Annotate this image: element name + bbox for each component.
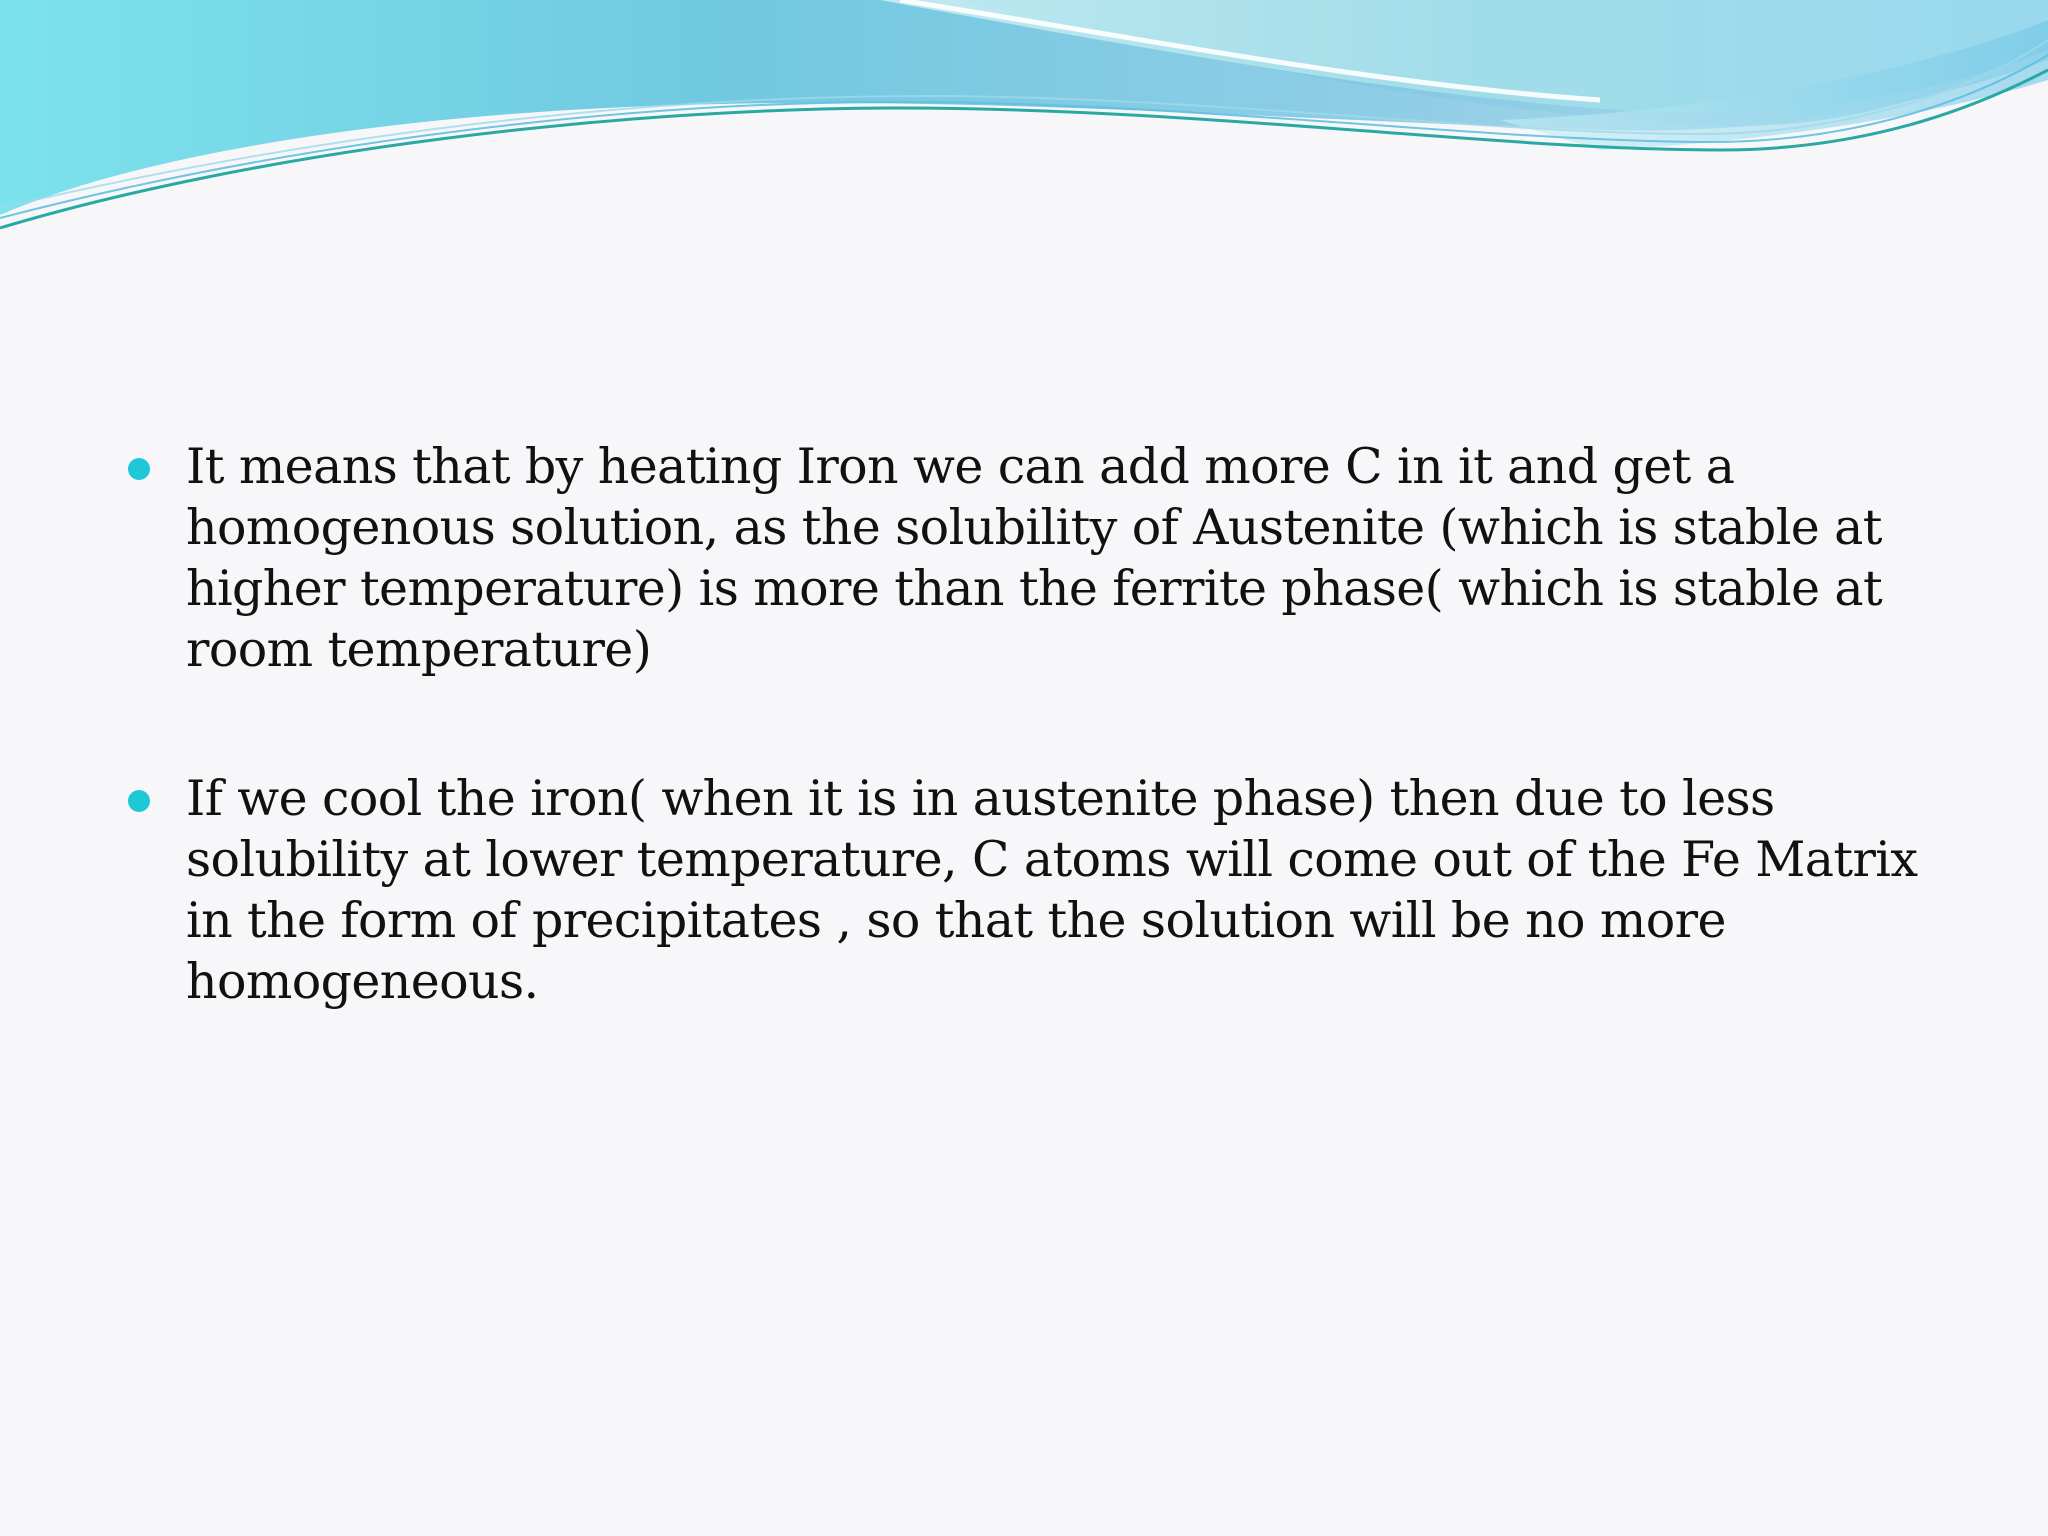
bullet-list xyxy=(120,436,1920,1012)
bullet-item-2 xyxy=(120,768,1920,1012)
slide-content xyxy=(120,436,1920,1100)
bullet-dot-icon xyxy=(128,458,150,480)
bullet-text-1: It means that by heating Iron we can add more C in it and get a homogenous solution, as the solubility of Austenite (which is stable at higher temperature) is more than the ferrite phase( which is stable at room temperature) xyxy=(186,438,1883,678)
header-wave-decoration xyxy=(0,0,2048,260)
bullet-dot-icon xyxy=(128,790,150,812)
bullet-text-2: If we cool the iron( when it is in austenite phase) then due to less solubility at lower temperature, C atoms will come out of the Fe Matrix in the form of precipitates , so that the solution will be no more homogeneous. xyxy=(186,770,1918,1010)
bullet-item-1 xyxy=(120,436,1920,680)
